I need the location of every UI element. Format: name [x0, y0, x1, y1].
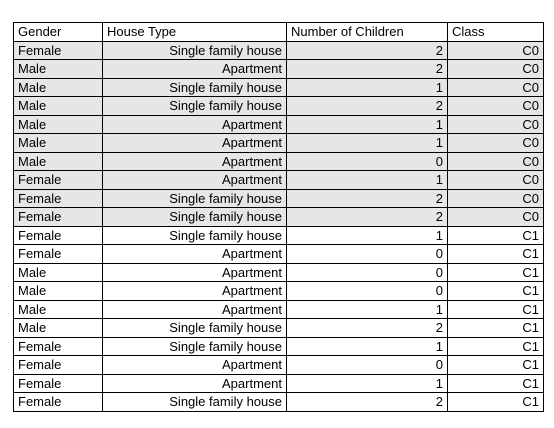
cell-house-type: Single family house — [103, 337, 287, 356]
cell-gender: Female — [14, 171, 103, 190]
cell-children: 0 — [287, 263, 448, 282]
cell-class: C1 — [448, 337, 544, 356]
cell-class: C0 — [448, 78, 544, 97]
cell-children: 1 — [287, 78, 448, 97]
cell-children: 0 — [287, 356, 448, 375]
cell-class: C1 — [448, 319, 544, 338]
table-row — [14, 226, 544, 245]
cell-gender: Male — [14, 152, 103, 171]
table-row — [14, 171, 544, 190]
cell-gender: Female — [14, 337, 103, 356]
cell-gender: Female — [14, 189, 103, 208]
cell-class: C0 — [448, 152, 544, 171]
table-row — [14, 97, 544, 116]
cell-house-type: Apartment — [103, 171, 287, 190]
cell-house-type: Apartment — [103, 282, 287, 301]
cell-children: 1 — [287, 300, 448, 319]
cell-house-type: Apartment — [103, 300, 287, 319]
table-row — [14, 245, 544, 264]
header-number-of-children: Number of Children — [287, 23, 448, 42]
cell-house-type: Single family house — [103, 226, 287, 245]
table-row — [14, 263, 544, 282]
table-row — [14, 282, 544, 301]
cell-children: 1 — [287, 134, 448, 153]
cell-class: C0 — [448, 208, 544, 227]
cell-class: C1 — [448, 374, 544, 393]
cell-class: C1 — [448, 393, 544, 412]
cell-house-type: Single family house — [103, 319, 287, 338]
table-row — [14, 41, 544, 60]
cell-class: C1 — [448, 226, 544, 245]
cell-house-type: Apartment — [103, 374, 287, 393]
table-row — [14, 393, 544, 412]
cell-class: C0 — [448, 115, 544, 134]
cell-class: C0 — [448, 134, 544, 153]
table-row — [14, 60, 544, 79]
cell-gender: Male — [14, 300, 103, 319]
data-table — [13, 22, 544, 412]
cell-class: C1 — [448, 300, 544, 319]
cell-gender: Male — [14, 282, 103, 301]
cell-children: 2 — [287, 208, 448, 227]
cell-house-type: Single family house — [103, 97, 287, 116]
cell-house-type: Apartment — [103, 356, 287, 375]
cell-gender: Male — [14, 134, 103, 153]
cell-children: 2 — [287, 97, 448, 116]
cell-house-type: Single family house — [103, 208, 287, 227]
cell-class: C0 — [448, 171, 544, 190]
cell-house-type: Apartment — [103, 115, 287, 134]
table-row — [14, 152, 544, 171]
cell-house-type: Apartment — [103, 60, 287, 79]
cell-children: 1 — [287, 171, 448, 190]
cell-children: 2 — [287, 41, 448, 60]
table-row — [14, 337, 544, 356]
cell-gender: Female — [14, 356, 103, 375]
cell-children: 2 — [287, 319, 448, 338]
cell-house-type: Single family house — [103, 393, 287, 412]
cell-class: C0 — [448, 189, 544, 208]
table-row — [14, 134, 544, 153]
cell-class: C1 — [448, 282, 544, 301]
cell-children: 1 — [287, 374, 448, 393]
table-row — [14, 319, 544, 338]
cell-children: 0 — [287, 152, 448, 171]
cell-class: C1 — [448, 245, 544, 264]
cell-gender: Male — [14, 263, 103, 282]
cell-house-type: Apartment — [103, 245, 287, 264]
cell-children: 1 — [287, 115, 448, 134]
cell-class: C0 — [448, 60, 544, 79]
cell-gender: Male — [14, 78, 103, 97]
table-row — [14, 356, 544, 375]
cell-house-type: Single family house — [103, 41, 287, 60]
cell-children: 1 — [287, 226, 448, 245]
cell-gender: Female — [14, 393, 103, 412]
cell-children: 0 — [287, 282, 448, 301]
cell-gender: Male — [14, 115, 103, 134]
table-row — [14, 374, 544, 393]
cell-gender: Female — [14, 245, 103, 264]
table-row — [14, 300, 544, 319]
cell-class: C1 — [448, 356, 544, 375]
table-row — [14, 208, 544, 227]
cell-children: 2 — [287, 393, 448, 412]
cell-children: 0 — [287, 245, 448, 264]
cell-gender: Male — [14, 97, 103, 116]
cell-gender: Female — [14, 374, 103, 393]
cell-house-type: Apartment — [103, 263, 287, 282]
header-row — [14, 23, 544, 42]
cell-gender: Male — [14, 60, 103, 79]
table-row — [14, 189, 544, 208]
cell-children: 1 — [287, 337, 448, 356]
table-row — [14, 78, 544, 97]
header-house-type: House Type — [103, 23, 287, 42]
cell-house-type: Single family house — [103, 78, 287, 97]
cell-house-type: Apartment — [103, 152, 287, 171]
cell-gender: Female — [14, 208, 103, 227]
cell-gender: Male — [14, 319, 103, 338]
header-class: Class — [448, 23, 544, 42]
cell-class: C0 — [448, 41, 544, 60]
cell-children: 2 — [287, 60, 448, 79]
cell-gender: Female — [14, 41, 103, 60]
cell-gender: Female — [14, 226, 103, 245]
cell-class: C0 — [448, 97, 544, 116]
cell-house-type: Single family house — [103, 189, 287, 208]
header-gender: Gender — [14, 23, 103, 42]
cell-house-type: Apartment — [103, 134, 287, 153]
cell-children: 2 — [287, 189, 448, 208]
cell-class: C1 — [448, 263, 544, 282]
table-row — [14, 115, 544, 134]
